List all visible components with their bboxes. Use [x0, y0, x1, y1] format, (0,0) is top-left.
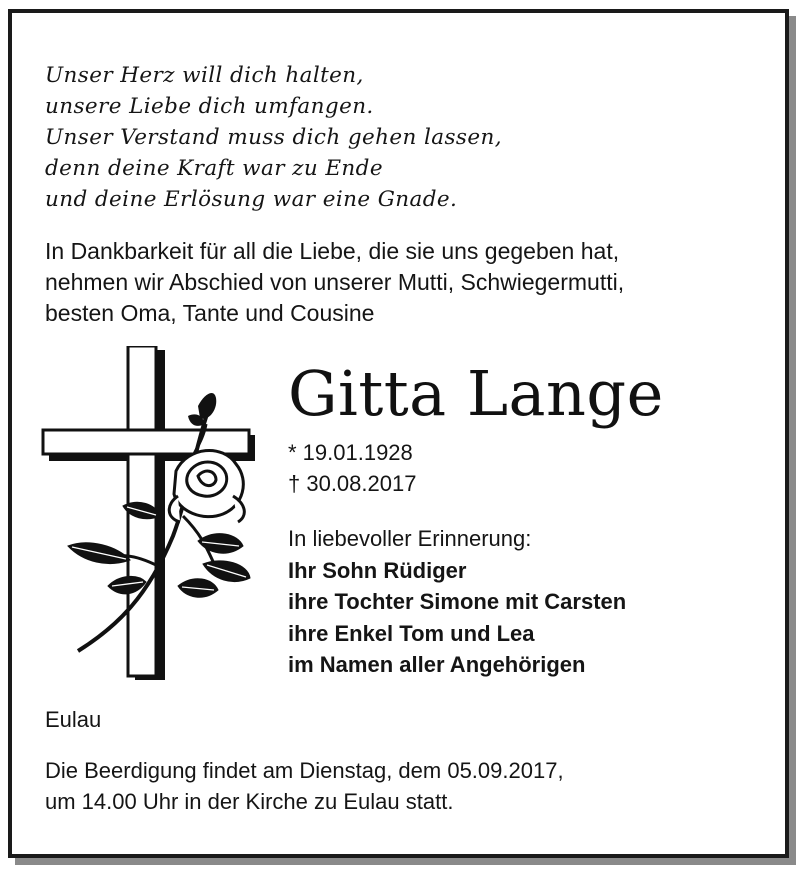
- funeral-notice: [45, 755, 564, 817]
- funeral-line: um 14.00 Uhr in der Kirche zu Eulau statt.: [45, 789, 454, 814]
- poem-line: Unser Verstand muss dich gehen lassen,: [45, 125, 502, 150]
- intro-line: besten Oma, Tante und Cousine: [45, 300, 375, 326]
- remembrance-heading: In liebevoller Erinnerung:: [288, 526, 532, 551]
- life-dates: [288, 437, 416, 499]
- mourner-line: ihre Enkel Tom und Lea: [288, 620, 535, 646]
- mourner-line: ihre Tochter Simone mit Carsten: [288, 589, 627, 614]
- poem: [45, 60, 502, 215]
- cross-with-rose-icon: [38, 346, 288, 686]
- intro-text: [45, 236, 624, 329]
- mourner-line: Ihr Sohn Rüdiger: [288, 557, 467, 583]
- remembrance-block: [288, 523, 626, 681]
- mourner-line: im Namen aller Angehörigen: [288, 652, 586, 677]
- birth-date: * 19.01.1928: [288, 440, 413, 465]
- poem-line: Unser Herz will dich halten,: [45, 63, 364, 88]
- deceased-name: Gitta Lange: [288, 357, 664, 430]
- poem-line: und deine Erlösung war eine Gnade.: [45, 187, 458, 212]
- funeral-line: Die Beerdigung findet am Dienstag, dem 05.09.2017,: [45, 758, 564, 783]
- poem-line: denn deine Kraft war zu Ende: [45, 156, 383, 181]
- intro-line: nehmen wir Abschied von unserer Mutti, Schwiegermutti,: [45, 269, 625, 295]
- death-date: † 30.08.2017: [288, 471, 417, 496]
- intro-line: In Dankbarkeit für all die Liebe, die sie uns gegeben hat,: [45, 238, 620, 264]
- place-name: Eulau: [45, 707, 102, 732]
- poem-line: unsere Liebe dich umfangen.: [45, 94, 374, 119]
